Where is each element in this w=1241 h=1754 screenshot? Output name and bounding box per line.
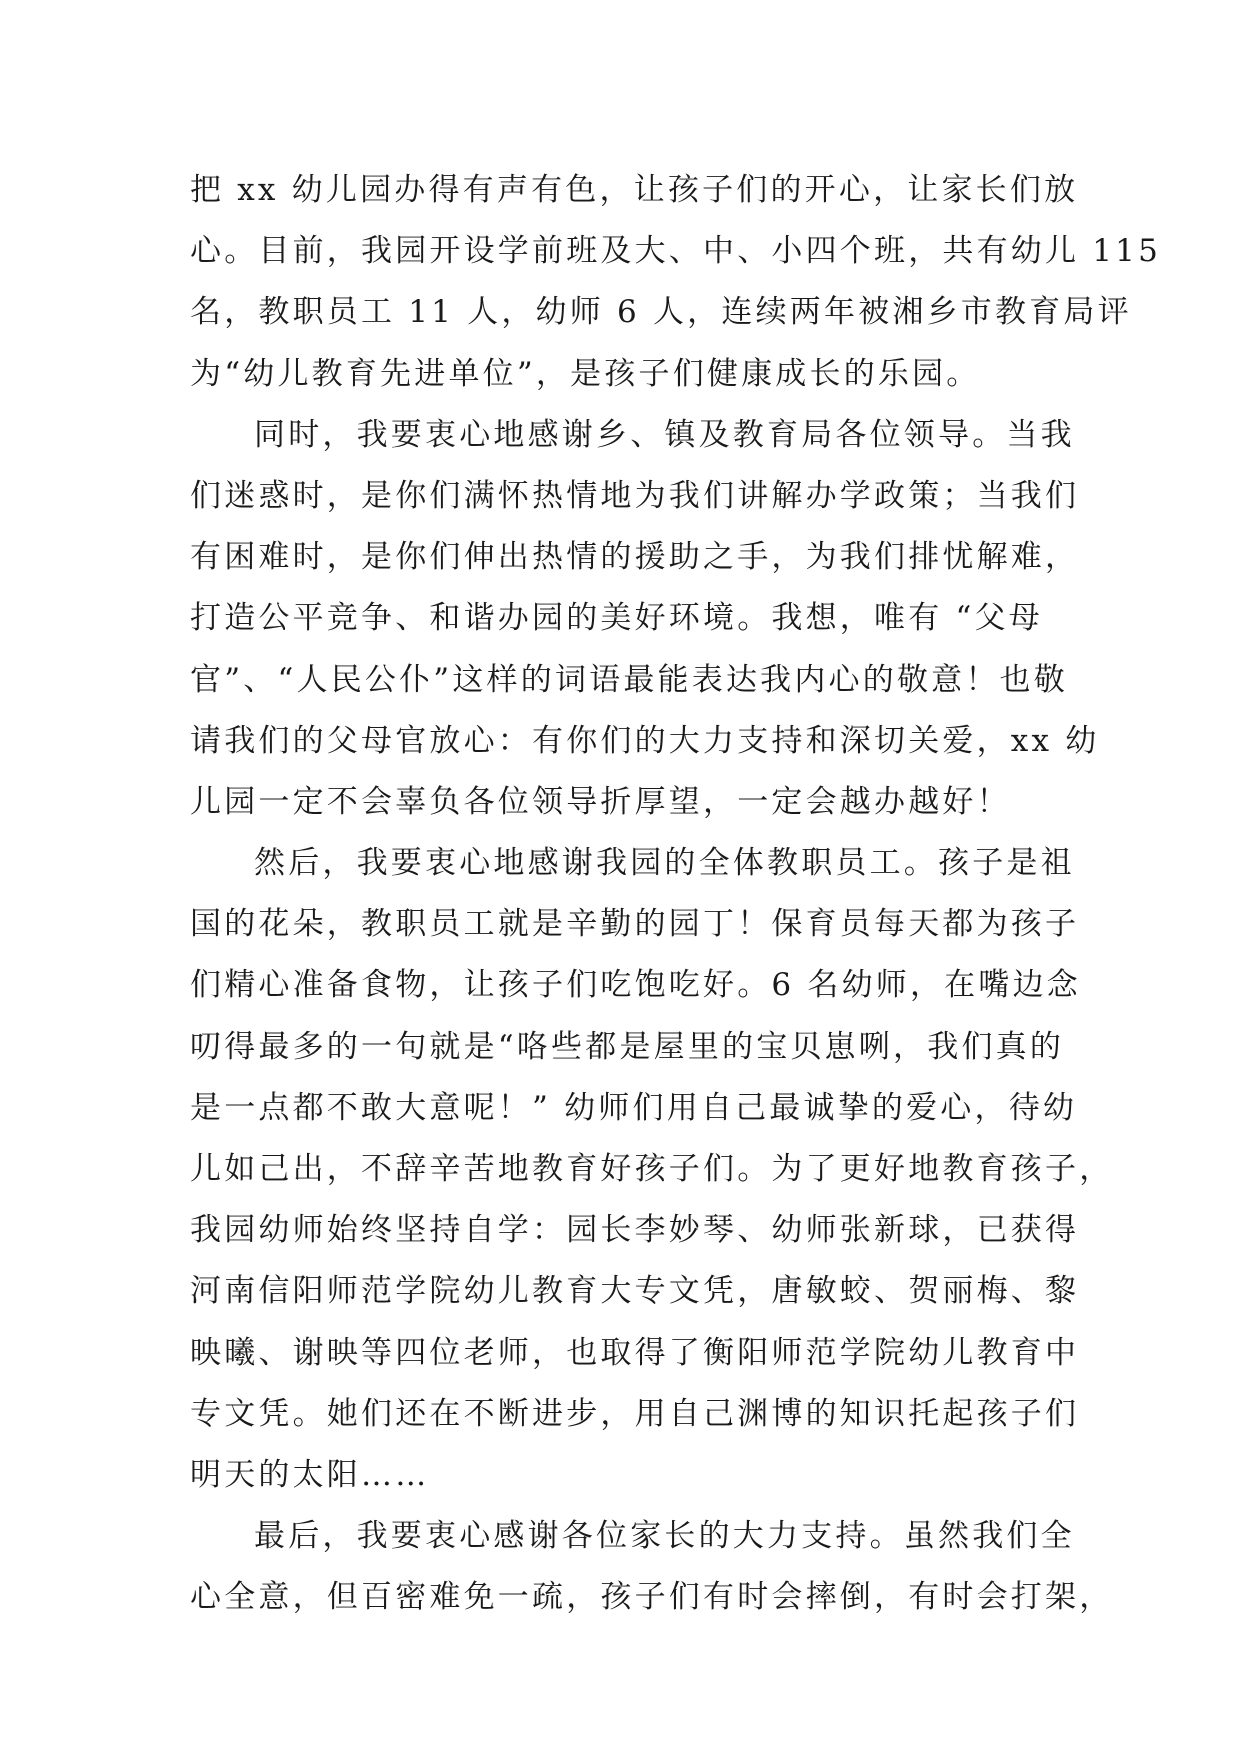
text-line: 为“幼儿教育先进单位”，是孩子们健康成长的乐园。 <box>190 355 981 392</box>
text-line: 明天的太阳…… <box>190 1456 430 1493</box>
text-line: 是一点都不敢大意呢！” 幼师们用自己最诚挚的爱心，待幼 <box>190 1089 1078 1126</box>
body-text <box>190 160 1162 1629</box>
text-line: 名，教职员工 11 人，幼师 6 人，连续两年被湘乡市教育局评 <box>190 294 1132 331</box>
text-line: 国的花朵，教职员工就是辛勤的园丁！保育员每天都为孩子 <box>190 906 1080 943</box>
text-line: 们迷惑时，是你们满怀热情地为我们讲解办学政策；当我们 <box>190 477 1080 514</box>
paragraph-start-line: 同时，我要衷心地感谢乡、镇及教育局各位领导。当我 <box>254 416 1075 453</box>
text-line: 儿如己出，不辞辛苦地教育好孩子们。为了更好地教育孩子， <box>190 1151 1114 1187</box>
text-line: 们精心准备食物，让孩子们吃饱吃好。6 名幼师，在嘴边念 <box>190 967 1081 1004</box>
text-line: 叨得最多的一句就是“咯些都是屋里的宝贝崽咧，我们真的 <box>190 1028 1065 1065</box>
text-line: 把 xx 幼儿园办得有声有色，让孩子们的开心，让家长们放 <box>190 172 1079 208</box>
text-line: 打造公平竞争、和谐办园的美好环境。我想，唯有 “父母 <box>190 600 1043 637</box>
text-line: 专文凭。她们还在不断进步，用自己渊博的知识托起孩子们 <box>190 1395 1080 1432</box>
text-line: 心。目前，我园开设学前班及大、中、小四个班，共有幼儿 115 <box>190 233 1162 270</box>
text-line: 映曦、谢映等四位老师，也取得了衡阳师范学院幼儿教育中 <box>190 1334 1080 1371</box>
text-line: 河南信阳师范学院幼儿教育大专文凭，唐敏蛟、贺丽梅、黎 <box>190 1273 1080 1310</box>
text-line: 请我们的父母官放心：有你们的大力支持和深切关爱，xx 幼 <box>190 722 1100 759</box>
paragraph-start-line: 然后，我要衷心地感谢我园的全体教职员工。孩子是祖 <box>254 845 1075 882</box>
text-line: 儿园一定不会辜负各位领导折厚望，一定会越办越好！ <box>190 783 1011 820</box>
text-line: 心全意，但百密难免一疏，孩子们有时会摔倒，有时会打架， <box>190 1579 1114 1616</box>
text-line: 有困难时，是你们伸出热情的援助之手，为我们排忧解难， <box>190 539 1080 576</box>
paragraph-start-line: 最后，我要衷心感谢各位家长的大力支持。虽然我们全 <box>254 1518 1075 1555</box>
text-line: 官”、“人民公仆”这样的词语最能表达我内心的敬意！也敬 <box>190 661 1068 698</box>
text-line: 我园幼师始终坚持自学：园长李妙琴、幼师张新球，已获得 <box>190 1212 1080 1249</box>
